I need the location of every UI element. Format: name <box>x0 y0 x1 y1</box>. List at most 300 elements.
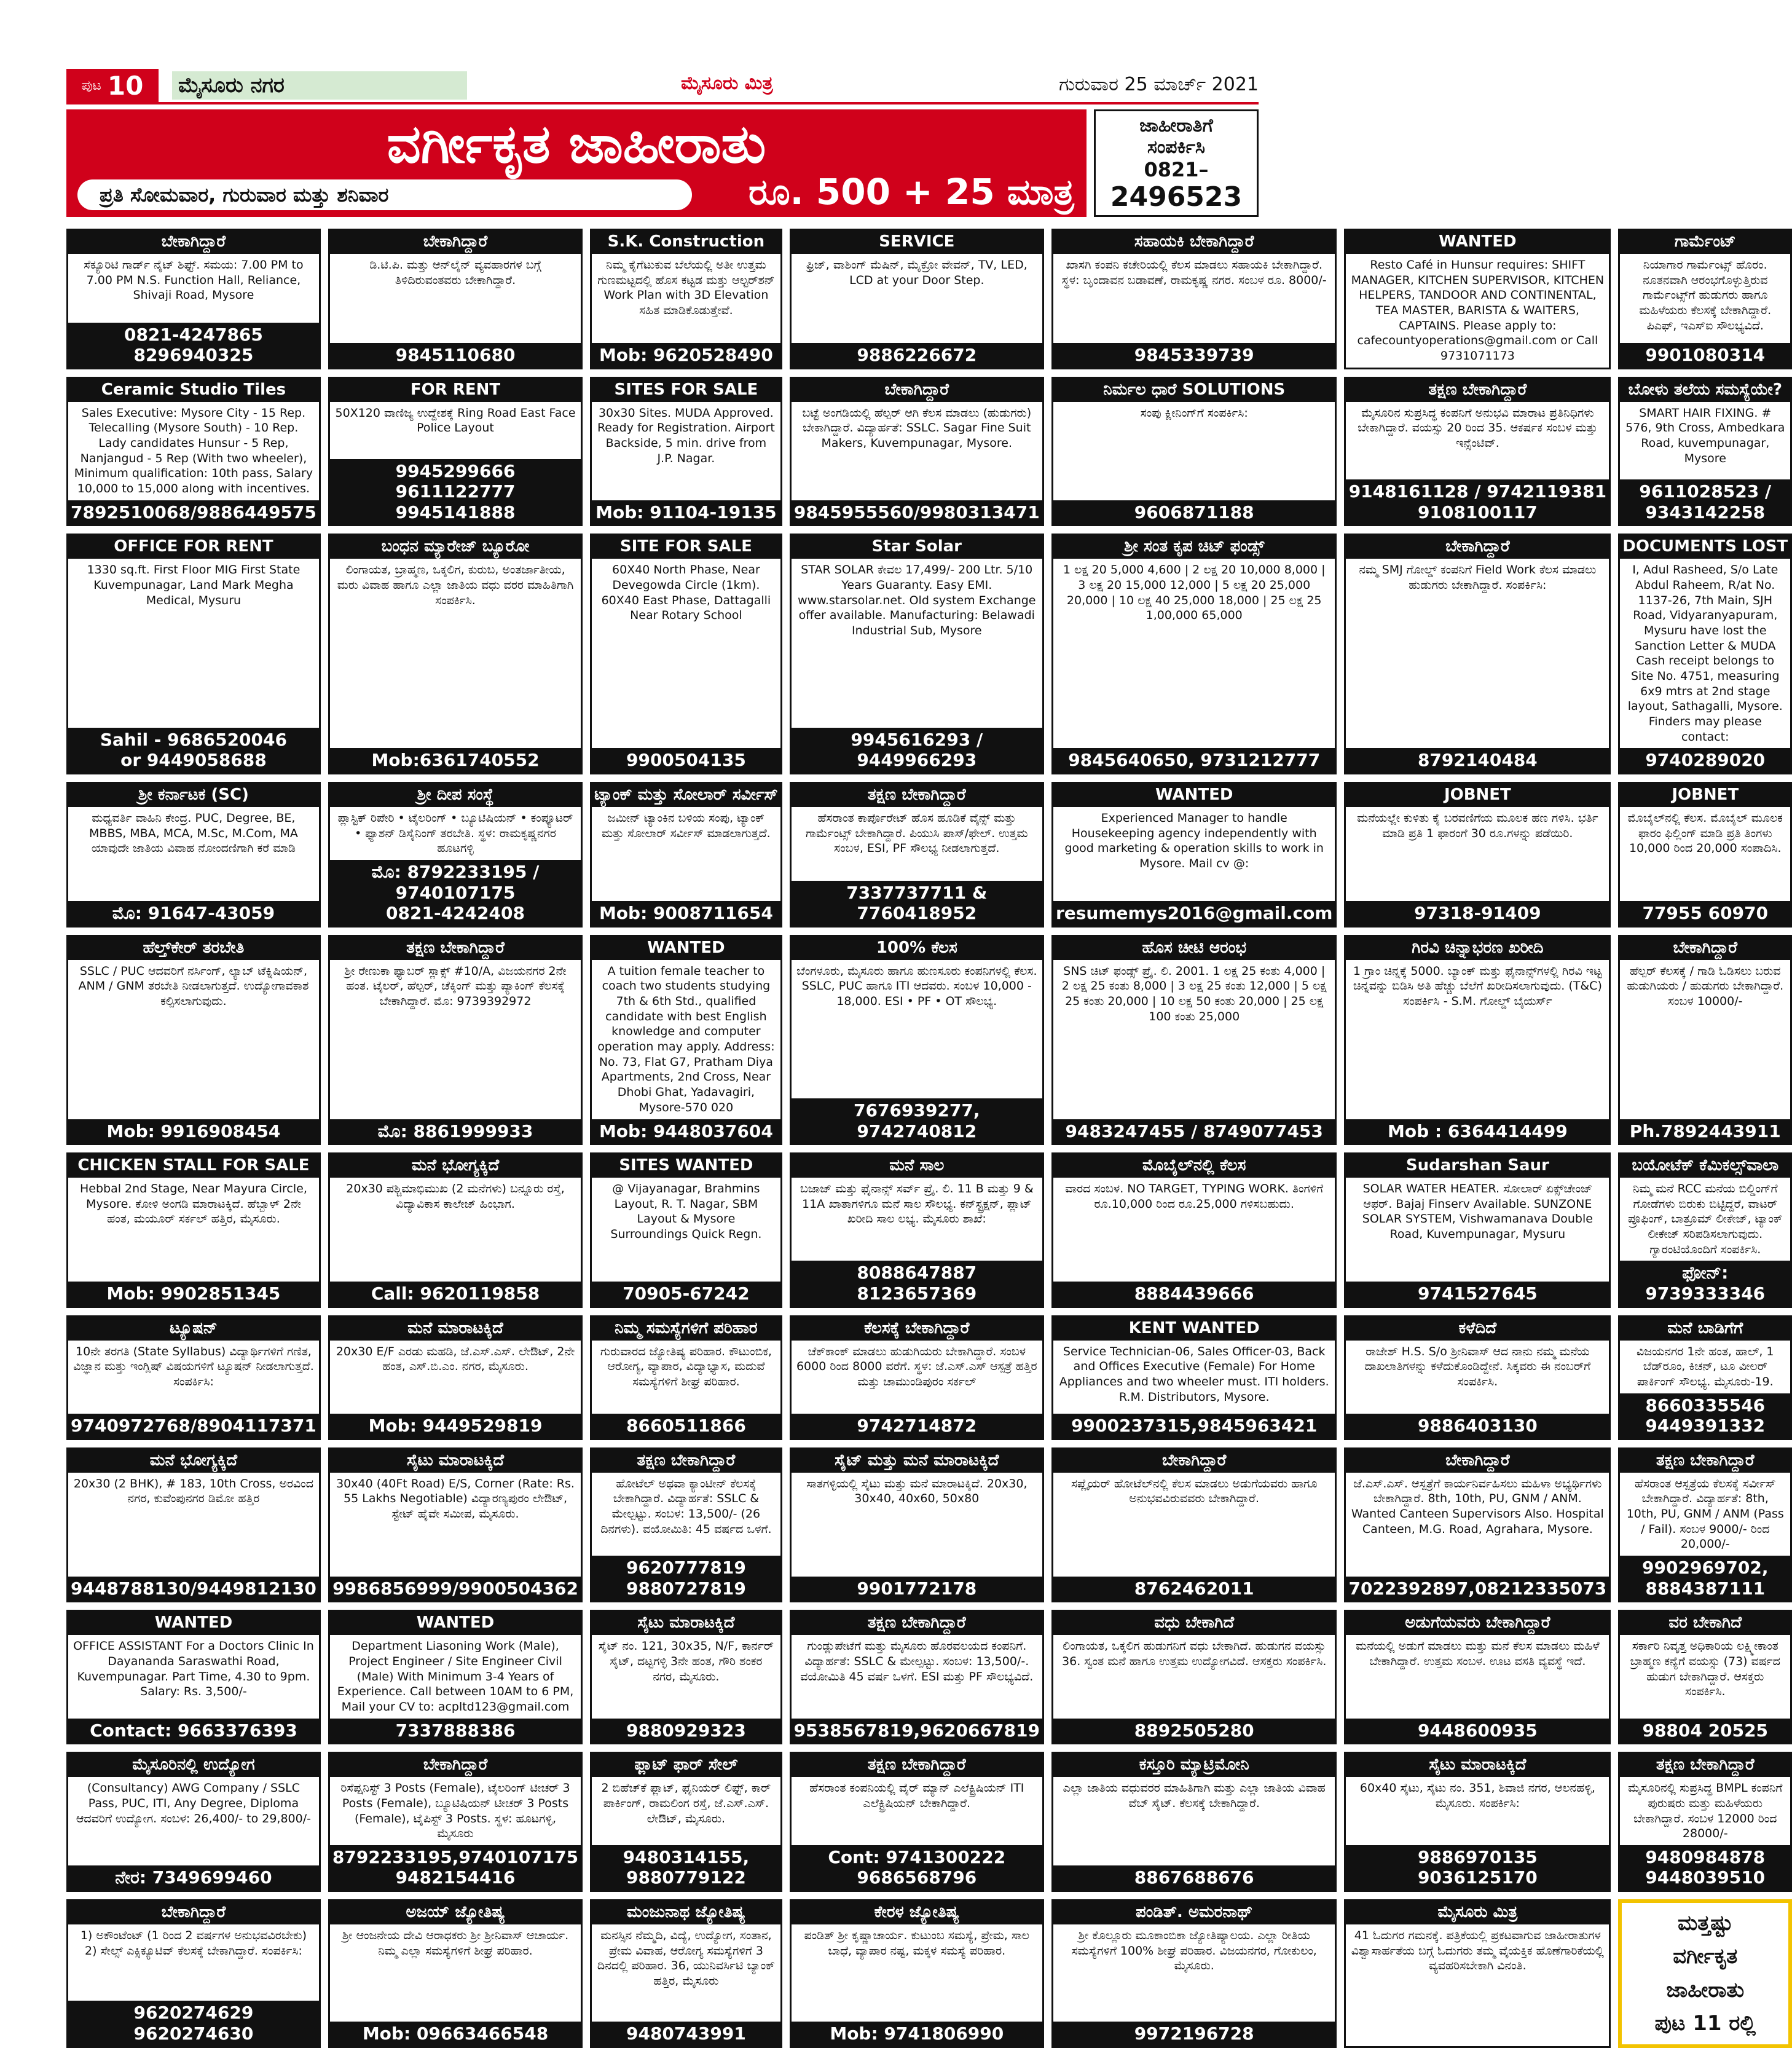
ad-phone: 9148161128 / 9742119381 9108100117 <box>1346 479 1609 524</box>
ad-heading: ಗಾರ್ಮೆಂಟ್ <box>1620 230 1790 254</box>
ad-heading: OFFICE FOR RENT <box>68 535 319 559</box>
ad-phone: 9845955560/9980313471 <box>792 500 1042 525</box>
ad-phone: ಮೊ: 8792233195 / 9740107175 0821-4242408 <box>330 860 581 926</box>
ad-heading: Sudarshan Saur <box>1346 1154 1609 1178</box>
classified-ad <box>66 534 321 774</box>
ad-phone: 7337888386 <box>330 1719 581 1743</box>
ad-heading: SITE FOR SALE <box>592 535 780 559</box>
ad-phone: ನೇರ: 7349699460 <box>68 1865 319 1890</box>
ad-phone: 77955 60970 <box>1620 901 1790 926</box>
ad-body: ಮನಸ್ಸಿನ ನೆಮ್ಮದಿ, ವಿದ್ಯೆ, ಉದ್ಯೋಗ, ಸಂತಾನ, ಪ್ರೇಮ ವಿವಾಹ, ಆರೋಗ್ಯ ಸಮಸ್ಯೆಗಳಿಗೆ 3 ದಿನದಲ್ಲಿ ಪರಿಹಾರ. 36, ಯುನಿವರ್ಸಿಟಿ ಬ್ಯಾಂಕ್ ಹತ್ತಿರ, ಮೈಸೂರು <box>597 1928 775 1988</box>
ad-phone: 9741527645 <box>1346 1282 1609 1306</box>
classified-ad <box>66 377 321 527</box>
ad-body: ಶ್ರೀ ಆಂಜನೇಯ ದೇವಿ ಆರಾಧಕರು ಶ್ರೀ ಶ್ರೀನಿವಾಸ್ ಆಚಾರ್ಯ. ನಿಮ್ಮ ಎಲ್ಲಾ ಸಮಸ್ಯೆಗಳಿಗೆ ಶೀಘ್ರ ಪರಿಹಾರ. <box>342 1928 569 1958</box>
ad-phone: Mob : 6364414499 <box>1346 1119 1609 1144</box>
ad-body: ಬೆಂಗಳೂರು, ಮೈಸೂರು ಹಾಗೂ ಹುಣಸೂರು ಕಂಪನಿಗಳಲ್ಲಿ ಕೆಲಸ. SSLC, PUC ಹಾಗೂ ITI ಆದವರು. ಸಂಬಳ 10,000 - 18,000. ESI • PF • OT ಸೌಲಭ್ಯ. <box>796 964 1037 1009</box>
ad-body: ಮತ್ತಷ್ಟು ವರ್ಗೀಕೃತ ಜಾಹೀರಾತು ಪುಟ 11 ರಲ್ಲಿ <box>1654 1911 1756 2036</box>
issue-date: ಗುರುವಾರ 25 ಮಾರ್ಚ್ 2021 <box>1059 74 1259 95</box>
ad-phone: 9606871188 <box>1053 500 1335 525</box>
ad-heading: ಬೇಕಾಗಿದ್ದಾರೆ <box>792 379 1042 402</box>
ad-body: @ Vijayanagar, Brahmins Layout, R. T. Nagar, SBM Layout & Mysore Surroundings Quick Regn. <box>610 1182 762 1242</box>
ad-body: 20x30 (2 BHK), # 183, 10th Cross, ಅರವಿಂದ ನಗರ, ಕುವೆಂಪುನಗರ ಡಿಮೋ ಹತ್ತಿರ <box>73 1476 314 1506</box>
ad-heading: ಬೇಕಾಗಿದ್ದಾರೆ <box>1346 535 1609 559</box>
classifieds-banner <box>66 109 1087 217</box>
ad-body: (Consultancy) AWG Company / SSLC Pass, PUC, ITI, Any Degree, Diploma ಆದವರಿಗೆ ಉದ್ಯೋಗ. ಸಂಬಳ: 26,400/- to 29,800/- <box>76 1781 311 1825</box>
ad-phone: 7676939277, 9742740812 <box>792 1098 1042 1143</box>
ad-body: ಹೆಸರಾಂತ ಕಾರ್ಪೊರೇಟ್ ಹೊಸ ಹೂಡಿಕೆ ವೈನ್ಸ್ ಮತ್ತು ಗಾರ್ಮೆಂಟ್ಸ್ ಬೇಕಾಗಿದ್ದಾರೆ. ಪಿಯುಸಿ ಪಾಸ್/ಫೇಲ್. ಉತ್ತಮ ಸಂಬಳ, ESI, PF ಸೌಲಭ್ಯ ನೀಡಲಾಗುತ್ತದೆ. <box>806 811 1028 856</box>
ad-heading: ಸೈಟ್ ಮತ್ತು ಮನೆ ಮಾರಾಟಕ್ಕಿದೆ <box>792 1449 1042 1473</box>
classified-ad <box>1344 229 1611 369</box>
classified-ad <box>790 935 1044 1145</box>
ad-body: ಜೆ.ಎಸ್.ಎಸ್. ಆಸ್ಪತ್ರೆಗೆ ಕಾರ್ಯನಿರ್ವಹಿಸಲು ಮಹಿಳಾ ಅಭ್ಯರ್ಥಿಗಳು ಬೇಕಾಗಿದ್ದಾರೆ. 8th, 10th, PU, GNM / ANM. Wanted Canteen Supervisors Also. Hospital Canteen, M.G. Road, Agrahara, Mysore. <box>1351 1476 1604 1536</box>
ad-heading: ಬೇಕಾಗಿದ್ದಾರೆ <box>68 230 319 254</box>
ad-heading: ಬೇಕಾಗಿದ್ದಾರೆ <box>330 1754 581 1777</box>
classified-ad <box>790 1899 1044 2048</box>
ad-body: ಬಟ್ಟೆ ಅಂಗಡಿಯಲ್ಲಿ ಹೆಲ್ಪರ್ ಆಗಿ ಕೆಲಸ ಮಾಡಲು (ಹುಡುಗರು) ಬೇಕಾಗಿದ್ದಾರೆ. ವಿದ್ಯಾರ್ಹತೆ: SSLC. Sagar Fine Suit Makers, Kuvempunagar, Mysore. <box>802 406 1032 450</box>
ad-body: 1 ಗ್ರಾಂ ಚಿನ್ನಕ್ಕೆ 5000. ಬ್ಯಾಂಕ್ ಮತ್ತು ಫೈನಾನ್ಸ್‌ಗಳಲ್ಲಿ ಗಿರವಿ ಇಟ್ಟ ಚಿನ್ನವನ್ನು ಬಿಡಿಸಿ ಅತಿ ಹೆಚ್ಚು ಬೆಲೆಗೆ ಖರೀದಿಸಲಾಗುವುದು. (T&C) ಸಂಪರ್ಕಿಸಿ - S.M. ಗೋಲ್ಡ್ ಬೈಯರ್ಸ್ <box>1353 964 1602 1009</box>
classified-ad <box>1618 782 1792 928</box>
ad-body: ಮೈಸೂರಿನಲ್ಲಿ ಸುಪ್ರಸಿದ್ಧ BMPL ಕಂಪನಿಗೆ ಪುರುಷರು ಮತ್ತು ಮಹಿಳೆಯರು ಬೇಕಾಗಿದ್ದಾರೆ. ಸಂಬಳ 12000 ರಿಂದ 28000/- <box>1628 1781 1783 1841</box>
classified-ad <box>66 935 321 1145</box>
ad-body: ರಿಸೆಪ್ಷನಿಸ್ಟ್ 3 Posts (Female), ಟೈಲರಿಂಗ್ ಟೀಚರ್ 3 Posts (Female), ಬ್ಯೂಟಿಷಿಯನ್ ಟೀಚರ್ 3 Posts (Female), ಟೈಪಿಸ್ಟ್ 3 Posts. ಸ್ಥಳ: ಹೂಟಗಳ್ಳಿ, ಮೈಸೂರು <box>340 1781 570 1841</box>
ad-heading: ಕೆಲಸಕ್ಕೆ ಬೇಕಾಗಿದ್ದಾರೆ <box>792 1317 1042 1341</box>
classified-ad <box>1344 1447 1611 1603</box>
classified-ad <box>1051 1315 1337 1440</box>
classified-ad <box>1618 1447 1792 1603</box>
classified-ad <box>590 1315 782 1440</box>
ad-body: OFFICE ASSISTANT For a Doctors Clinic In Dayananda Saraswathi Road, Kuvempunagar. Part Time, 4.30 to 9pm. Salary: Rs. 3,500/- <box>73 1639 314 1699</box>
ad-body: ಹೆಲ್ಪರ್ ಕೆಲಸಕ್ಕೆ / ಗಾಡಿ ಓಡಿಸಲು ಬರುವ ಹುಡುಗಿಯರು / ಹುಡುಗರು ಬೇಕಾಗಿದ್ದಾರೆ. ಸಂಬಳ 10000/- <box>1627 964 1784 1009</box>
publication-days: ಪ್ರತಿ ಸೋಮವಾರ, ಗುರುವಾರ ಮತ್ತು ಶನಿವಾರ <box>77 179 692 210</box>
ad-phone: 97318-91409 <box>1346 901 1609 926</box>
ad-body: I, Adul Rasheed, S/o Late Abdul Raheem, R/at No. 1137-26, 7th Main, SJH Road, Vidyaranyapuram, Mysuru have lost the Sanction Letter & MUDA Cash receipt belongs to Site No. 4751, measuring 6x9 mtrs at 2nd stage layout, Sathagalli, Mysore. Finders may please contact: <box>1627 563 1783 744</box>
ad-phone: 9538567819,9620667819 <box>792 1719 1042 1743</box>
contact-line-1: ಜಾಹೀರಾತಿಗೆ <box>1139 115 1213 136</box>
ad-heading: ಮೈಸೂರಿನಲ್ಲಿ ಉದ್ಯೋಗ <box>68 1754 319 1777</box>
ad-body: ಚೆಕ್‌ಕಾಂಕ್ ಮಾಡಲು ಹುಡುಗಿಯರು ಬೇಕಾಗಿದ್ದಾರೆ. ಸಂಬಳ 6000 ರಿಂದ 8000 ವರೆಗೆ. ಸ್ಥಳ: ಜೆ.ಎಸ್.ಎಸ್ ಆಸ್ಪತ್ರೆ ಹತ್ತಿರ ಮತ್ತು ಚಾಮುಂಡಿಪುರಂ ಸರ್ಕಲ್ <box>796 1344 1037 1388</box>
classified-ad <box>790 1315 1044 1440</box>
ad-phone: 0821-4247865 8296940325 <box>68 323 319 368</box>
ad-phone: 9886403130 <box>1346 1414 1609 1438</box>
ad-phone: 9886970135 9036125170 <box>1346 1845 1609 1890</box>
ad-body: ರಾಜೇಶ್ H.S. S/o ಶ್ರೀನಿವಾಸ್ ಆದ ನಾನು ನಮ್ಮ ಮನೆಯ ದಾಖಲಾತಿಗಳನ್ನು ಕಳೆದುಕೊಂಡಿದ್ದೇನೆ. ಸಿಕ್ಕವರು ಈ ನಂಬರ್‌ಗೆ ಸಂಪರ್ಕಿಸಿ. <box>1364 1344 1591 1388</box>
ad-heading: ನಿರ್ಮಲ ಧಾರೆ SOLUTIONS <box>1053 379 1335 402</box>
ad-phone: 9845339739 <box>1053 343 1335 368</box>
ad-phone: resumemys2016@gmail.com <box>1053 901 1335 926</box>
ad-heading: ಶ್ರೀ ಕರ್ನಾಟಕ (SC) <box>68 784 319 807</box>
ad-heading: JOBNET <box>1346 784 1609 807</box>
contact-line-3: 0821– <box>1144 158 1209 181</box>
ad-heading: WANTED <box>592 937 780 960</box>
ad-heading: 100% ಕೆಲಸ <box>792 937 1042 960</box>
ad-body: ಎಲ್ಲಾ ಜಾತಿಯ ವಧುವರರ ಮಾಹಿತಿಗಾಗಿ ಮತ್ತು ಎಲ್ಲಾ ಜಾತಿಯ ವಿವಾಹ ವೆಬ್ ಸೈಟ್. ಕೆಲಸಕ್ಕೆ ಬೇಕಾಗಿದ್ದಾರೆ. <box>1063 1781 1326 1810</box>
ad-phone: 9845640650, 9731212777 <box>1053 748 1335 773</box>
classified-ad <box>590 935 782 1145</box>
ad-phone: 9945299666 9611122777 9945141888 <box>330 459 581 525</box>
ad-body: ಮಧ್ಯವರ್ತಿ ವಾಹಿನಿ ಕೇಂದ್ರ. PUC, Degree, BE, MBBS, MBA, MCA, M.Sc, M.Com, MA ಯಾವುದೇ ಜಾತಿಯ ವಿವಾಹ ನೋಂದಣಿಗಾಗಿ ಕರೆ ಮಾಡಿ <box>89 811 298 856</box>
classified-ad <box>1618 1315 1792 1440</box>
contact-box <box>1094 109 1259 217</box>
ad-phone: 9900237315,9845963421 <box>1053 1414 1335 1438</box>
ad-phone: Mob: 9620528490 <box>592 343 780 368</box>
ad-phone: Mob: 9741806990 <box>792 2022 1042 2046</box>
classified-ad <box>1051 1152 1337 1308</box>
ad-body: 1) ಅಕೌಂಟೆಂಟ್ (1 ರಿಂದ 2 ವರ್ಷಗಳ ಅನುಭವವಿರಬೇಕು) 2) ಸೇಲ್ಸ್ ಎಕ್ಸಿಕ್ಯೂಟಿವ್ ಕೆಲಸಕ್ಕೆ ಬೇಕಾಗಿದ್ದಾರೆ. ಸಂಪರ್ಕಿಸಿ: <box>80 1928 307 1958</box>
ad-phone: Cont: 9741300222 9686568796 <box>792 1845 1042 1890</box>
ad-heading: SITES WANTED <box>592 1154 780 1178</box>
ad-body: STAR SOLAR ಕೇವಲ 17,499/- 200 Ltr. 5/10 Years Guaranty. Easy EMI. www.starsolar.net. Old system Exchange offer available. Manufacturing: Belawadi Industrial Sub, Mysore <box>798 563 1036 637</box>
ad-phone: Mob: 9448037604 <box>592 1119 780 1144</box>
classified-ad <box>1344 1152 1611 1308</box>
classified-ad <box>66 229 321 369</box>
ad-phone: 9901772178 <box>792 1577 1042 1601</box>
classified-ads-grid <box>66 229 1788 2044</box>
ad-body: ಬಜಾಜ್ ಮತ್ತು ಫೈನಾನ್ಸ್ ಸರ್ವ್ ಪ್ರೈ. ಲಿ. 11 B ಮತ್ತು 9 & 11A ಖಾತಾಗಳಿಗೂ ಮನೆ ಸಾಲ ಸೌಲಭ್ಯ. ಕನ್‌ಸ್ಟ್ರಕ್ಷನ್, ಪ್ಲಾಟ್ ಖರೀದಿ ಸಾಲ ಲಭ್ಯ. ಮೈಸೂರು ಶಾಖೆ: <box>800 1182 1034 1226</box>
page-header-bar <box>66 69 1259 104</box>
ad-heading: WANTED <box>330 1612 581 1635</box>
classified-ad <box>328 782 583 928</box>
ad-heading: Ceramic Studio Tiles <box>68 379 319 402</box>
ad-phone: Mob: 9902851345 <box>68 1282 319 1306</box>
classified-ad <box>1051 1752 1337 1892</box>
classified-ad <box>1618 1752 1792 1892</box>
ad-phone: Mob: 9008711654 <box>592 901 780 926</box>
classified-ad <box>1051 782 1337 928</box>
ad-heading: ಹೊಸ ಚೀಟಿ ಆರಂಭ <box>1053 937 1335 960</box>
ad-body: 10ನೇ ತರಗತಿ (State Syllabus) ವಿದ್ಯಾರ್ಥಿಗಳಿಗೆ ಗಣಿತ, ವಿಜ್ಞಾನ ಮತ್ತು ಇಂಗ್ಲಿಷ್ ವಿಷಯಗಳಿಗೆ ಟ್ಯೂಷನ್ ನೀಡಲಾಗುತ್ತದೆ. ಸಂಪರ್ಕಿಸಿ: <box>73 1344 314 1388</box>
ad-phone: 8762462011 <box>1053 1577 1335 1601</box>
ad-phone: Mob: 9449529819 <box>330 1414 581 1438</box>
ad-heading: ಮನೆ ಬಾಡಿಗೆಗೆ <box>1620 1317 1790 1341</box>
ad-phone: 8884439666 <box>1053 1282 1335 1306</box>
classified-ad <box>328 229 583 369</box>
classified-ad <box>790 1152 1044 1308</box>
ad-phone: 9448600935 <box>1346 1719 1609 1743</box>
ad-heading: ಕಸ್ತೂರಿ ಮ್ಯಾಟ್ರಿಮೋನಿ <box>1053 1754 1335 1777</box>
ad-heading: JOBNET <box>1620 784 1790 807</box>
ad-heading: ತಕ್ಷಣ ಬೇಕಾಗಿದ್ದಾರೆ <box>792 1754 1042 1777</box>
ad-phone: 9880929323 <box>592 1719 780 1743</box>
ad-heading: ತಕ್ಷಣ ಬೇಕಾಗಿದ್ದಾರೆ <box>592 1449 780 1473</box>
ad-body: ನಿಯಾಗಾರ ಗಾರ್ಮೆಂಟ್ಸ್ ಹೊರಂ. ನೂತನವಾಗಿ ಆರಂಭಗೊಳ್ಳುತ್ತಿರುವ ಗಾರ್ಮೆಂಟ್ಸ್‌ಗೆ ಹುಡುಗರು ಹಾಗೂ ಮಹಿಳೆಯರು ಕೆಲಸಕ್ಕೆ ಬೇಕಾಗಿದ್ದಾರೆ. ಪಿಎಫ್, ಇಎಸ್‌ಐ ಸೌಲಭ್ಯವಿದೆ. <box>1639 258 1772 333</box>
classified-ad <box>328 1152 583 1308</box>
classified-ad <box>66 782 321 928</box>
ad-body: ಶ್ರೀ ರೇಣುಕಾ ಫ್ಯಾಬರ್ ಸ್ಲಾಕ್ಸ್ #10/A, ವಿಜಯನಗರ 2ನೇ ಹಂತ. ಟೈಲರ್, ಹೆಲ್ಪರ್, ಚೆಕ್ಕಿಂಗ್ ಮತ್ತು ಪ್ಯಾಕಿಂಗ್ ಕೆಲಸಕ್ಕೆ ಬೇಕಾಗಿದ್ದಾರೆ. ಮೊ: 9739392972 <box>344 964 567 1009</box>
classified-ad <box>590 229 782 369</box>
newspaper-name: ಮೈಸೂರು ಮಿತ್ರ <box>681 73 773 94</box>
ad-heading: ಮನೆ ಮಾರಾಟಕ್ಕಿದೆ <box>330 1317 581 1341</box>
classified-ad <box>328 1447 583 1603</box>
ad-heading: ಕಳೆದಿದೆ <box>1346 1317 1609 1341</box>
ad-body: Resto Café in Hunsur requires: SHIFT MANAGER, KITCHEN SUPERVISOR, KITCHEN HELPERS, TANDOOR AND CONTINENTAL, TEA MASTER, BARISTA & WAITERS, CAPTAINS. Please apply to: cafecountyoperations@gmail.com or Call 9731071173 <box>1351 258 1605 363</box>
classified-ad <box>328 1610 583 1744</box>
classified-ad <box>1618 1610 1792 1744</box>
page-label: ಪುಟ <box>81 77 101 93</box>
ad-body: ಶ್ರೀ ಕೊಲ್ಲೂರು ಮೂಕಾಂಬಿಕಾ ಜ್ಯೋತಿಷ್ಯಾಲಯ. ಎಲ್ಲಾ ರೀತಿಯ ಸಮಸ್ಯೆಗಳಿಗೆ 100% ಶೀಘ್ರ ಪರಿಹಾರ. ವಿಜಯನಗರ, ಗೋಕುಲಂ, ಮೈಸೂರು. <box>1071 1928 1317 1973</box>
classified-ad <box>790 534 1044 774</box>
classified-ad <box>590 782 782 928</box>
ad-body: SSLC / PUC ಆದವರಿಗೆ ನರ್ಸಿಂಗ್, ಲ್ಯಾಬ್ ಟೆಕ್ನಿಷಿಯನ್, ANM / GNM ತರಬೇತಿ ನೀಡಲಾಗುತ್ತದೆ. ಉದ್ಯೋಗಾವಕಾಶ ಕಲ್ಪಿಸಲಾಗುವುದು. <box>78 964 309 1009</box>
ad-phone: 9742714872 <box>792 1414 1042 1438</box>
ad-heading: DOCUMENTS LOST <box>1620 535 1790 559</box>
ad-heading: WANTED <box>68 1612 319 1635</box>
classified-ad <box>1344 1752 1611 1892</box>
ad-heading: ನಿಮ್ಮ ಸಮಸ್ಯೆಗಳಿಗೆ ಪರಿಹಾರ <box>592 1317 780 1341</box>
classified-ad <box>1344 534 1611 774</box>
classified-ad <box>590 1752 782 1892</box>
ad-heading: ಸಹಾಯಕಿ ಬೇಕಾಗಿದ್ದಾರೆ <box>1053 230 1335 254</box>
ad-heading: ಹೆಲ್ತ್‌ಕೇರ್ ತರಬೇತಿ <box>68 937 319 960</box>
ad-heading: ತಕ್ಷಣ ಬೇಕಾಗಿದ್ದಾರೆ <box>792 1612 1042 1635</box>
ad-heading: S.K. Construction <box>592 230 780 254</box>
classified-ad <box>1344 1610 1611 1744</box>
ad-heading: ತಕ್ಷಣ ಬೇಕಾಗಿದ್ದಾರೆ <box>330 937 581 960</box>
ad-phone: 9945616293 / 9449966293 <box>792 728 1042 773</box>
ad-phone: 9620777819 9880727819 <box>592 1556 780 1601</box>
ad-heading: ಮೈಸೂರು ಮಿತ್ರ <box>1346 1901 1609 1924</box>
ad-heading: ಕೇರಳ ಜ್ಯೋತಿಷ್ಯ <box>792 1901 1042 1924</box>
ad-heading: SITES FOR SALE <box>592 379 780 402</box>
ad-phone: 9611028523 / 9343142258 <box>1620 479 1790 524</box>
classified-ad <box>1618 534 1792 774</box>
ad-heading: ತಕ್ಷಣ ಬೇಕಾಗಿದ್ದಾರೆ <box>1620 1449 1790 1473</box>
ad-heading: ಟ್ಯೂಷನ್ <box>68 1317 319 1341</box>
ad-heading: ಸೈಟು ಮಾರಾಟಕ್ಕಿದೆ <box>1346 1754 1609 1777</box>
ad-heading: WANTED <box>1346 230 1609 254</box>
ad-heading: ಬೇಕಾಗಿದ್ದಾರೆ <box>330 230 581 254</box>
ad-heading: ಮೊಬೈಲ್‌ನಲ್ಲಿ ಕೆಲಸ <box>1053 1154 1335 1178</box>
ad-phone: 9480743991 <box>592 2022 780 2046</box>
classified-ad <box>66 1315 321 1440</box>
classified-ad <box>1051 1447 1337 1603</box>
page-number: 10 <box>107 70 144 101</box>
ad-body: ಲಿಂಗಾಯತ, ಒಕ್ಕಲಿಗ ಹುಡುಗನಿಗೆ ವಧು ಬೇಕಾಗಿದೆ. ಹುಡುಗನ ವಯಸ್ಸು 36. ಸ್ವಂತ ಮನೆ ಹಾಗೂ ಉತ್ತಮ ಉದ್ಯೋಗವಿದೆ. ಆಸಕ್ತರು ಸಂಪರ್ಕಿಸಿ. <box>1062 1639 1327 1668</box>
ad-phone: 8660335546 9449391332 <box>1620 1393 1790 1438</box>
classified-ad <box>1618 1152 1792 1308</box>
page-number-tag <box>66 69 159 102</box>
ad-body: ಹೋಟೆಲ್ ಅಥವಾ ಕ್ಯಾಂಟೀನ್ ಕೆಲಸಕ್ಕೆ ಬೇಕಾಗಿದ್ದಾರೆ. ವಿದ್ಯಾರ್ಹತೆ: SSLC & ಮೇಲ್ಪಟ್ಟು. ಸಂಬಳ: 13,500/- (26 ದಿನಗಳು). ವಯೋಮಿತಿ: 45 ವರ್ಷದ ಒಳಗೆ. <box>600 1476 772 1536</box>
classified-ad <box>328 1752 583 1892</box>
classified-ad <box>790 1610 1044 1744</box>
ad-heading: ಶ್ರೀ ಸಂತ ಕೃಪ ಚಿಟ್ ಫಂಡ್ಸ್ <box>1053 535 1335 559</box>
ad-body: 20x30 ಪಶ್ಚಿಮಾಭಿಮುಖ (2 ಮನೆಗಳು) ಬನ್ನೂರು ರಸ್ತೆ, ವಿದ್ಯಾವಿಕಾಸ ಕಾಲೇಜ್ ಹಿಂಭಾಗ. <box>346 1182 565 1211</box>
ad-body: Hebbal 2nd Stage, Near Mayura Circle, Mysore. ಕೋಳಿ ಅಂಗಡಿ ಮಾರಾಟಕ್ಕಿದೆ. ಹೆಬ್ಬಾಳ್ 2ನೇ ಹಂತ, ಮಯೂರ್ ಸರ್ಕಲ್ ಹತ್ತಿರ, ಮೈಸೂರು. <box>79 1182 307 1226</box>
ad-heading: ಬೇಕಾಗಿದ್ದಾರೆ <box>1620 937 1790 960</box>
ad-body: 60x40 ಸೈಟು, ಸೈಟು ನಂ. 351, ಶಿವಾಜಿ ನಗರ, ಆಲನಹಳ್ಳಿ, ಮೈಸೂರು. ಸಂಪರ್ಕಿಸಿ: <box>1359 1781 1595 1810</box>
banner-title: ವರ್ಗೀಕೃತ ಜಾಹೀರಾತು <box>387 113 766 175</box>
ad-heading: ಬೋಳು ತಲೆಯ ಸಮಸ್ಯೆಯೇ? <box>1620 379 1790 402</box>
ad-body: Service Technician-06, Sales Officer-03, Back and Offices Executive (Female) For Home Appliances and two wheeler must. ITI holders. R.M. Distributors, Mysore. <box>1059 1344 1329 1404</box>
ad-phone: 70905-67242 <box>592 1282 780 1306</box>
contact-phone: 2496523 <box>1110 181 1243 213</box>
ad-phone: 9483247455 / 8749077453 <box>1053 1119 1335 1144</box>
ad-body: ಪ್ಲಾಸ್ಟಿಕ್ ರಿಪೇರಿ • ಟೈಲರಿಂಗ್ • ಬ್ಯೂಟಿಷಿಯನ್ • ಕಂಪ್ಯೂಟರ್ • ಫ್ಯಾಶನ್ ಡಿಸೈನಿಂಗ್ ತರಬೇತಿ. ಸ್ಥಳ: ರಾಮಕೃಷ್ಣನಗರ ಹೂಟಗಳ್ಳಿ <box>337 811 573 856</box>
ad-body: 1330 sq.ft. First Floor MIG First State Kuvempunagar, Land Mark Megha Medical, Mysuru <box>87 563 301 607</box>
classified-ad <box>790 229 1044 369</box>
ad-heading: ಟ್ಯಾಂಕ್ ಮತ್ತು ಸೋಲಾರ್ ಸರ್ವೀಸ್ <box>592 784 780 807</box>
ad-heading: ಬಯೋಟೆಕ್ ಕೆಮಿಕಲ್ಸ್‌ವಾಲಾ <box>1620 1154 1790 1178</box>
ad-body: Department Liasoning Work (Male), Project Engineer / Site Engineer Civil (Male) With Minimum 3-4 Years of Experience. Call between 10AM to 6 PM, Mail your CV to: acpltd123@gmail.com <box>337 1639 574 1714</box>
ad-phone: Contact: 9663376393 <box>68 1719 319 1743</box>
ad-phone: 7337737711 & 7760418952 <box>792 881 1042 926</box>
ad-body: ಗುರುವಾರದ ಜ್ಯೋತಿಷ್ಯ ಪರಿಹಾರ. ಕೌಟುಂಬಿಕ, ಆರೋಗ್ಯ, ವ್ಯಾಪಾರ, ವಿದ್ಯಾಭ್ಯಾಸ, ಮದುವೆ ಸಮಸ್ಯೆಗಳಿಗೆ ಶೀಘ್ರ ಪರಿಹಾರ. <box>600 1344 772 1388</box>
ad-body: ಮೈಸೂರಿನ ಸುಪ್ರಸಿದ್ಧ ಕಂಪನಿಗೆ ಅನುಭವಿ ಮಾರಾಟ ಪ್ರತಿನಿಧಿಗಳು ಬೇಕಾಗಿದ್ದಾರೆ. ವಯಸ್ಸು 20 ರಿಂದ 35. ಆಕರ್ಷಕ ಸಂಬಳ ಮತ್ತು ಇನ್ಸೆಂಟಿವ್. <box>1358 406 1598 450</box>
ad-body: 20x30 E/F ಎರಡು ಮಹಡಿ, ಜೆ.ಎಸ್.ಎಸ್. ಲೇಔಟ್, 2ನೇ ಹಂತ, ಎಸ್.ಬಿ.ಎಂ. ನಗರ, ಮೈಸೂರು. <box>336 1344 575 1374</box>
classified-ad <box>1051 377 1337 527</box>
ad-body: ಹೆಸರಾಂತ ಕಂಪನಿಯಲ್ಲಿ ವೈರ್ ಮ್ಯಾನ್ ಎಲೆಕ್ಟ್ರಿಷಿಯನ್ ITI ಎಲೆಕ್ಟ್ರಿಷಿಯನ್ ಬೇಕಾಗಿದ್ದಾರೆ. <box>809 1781 1024 1810</box>
ad-phone: 9740289020 <box>1620 748 1790 773</box>
classified-ad <box>1051 1899 1337 2048</box>
ad-phone: Mob: 91104-19135 <box>592 500 780 525</box>
ad-heading: ವರ ಬೇಕಾಗಿದೆ <box>1620 1612 1790 1635</box>
ad-body: Sales Executive: Mysore City - 15 Rep. Telecalling (Mysore South) - 10 Rep. Lady candidates Hunsur - 5 Rep, Nanjangud - 5 Rep (With two wheeler), Minimum qualification: 10th pass, Salary 10,000 to 15,000 along with incentives. <box>74 406 313 496</box>
ad-body: SMART HAIR FIXING. # 576, 9th Cross, Ambedkara Road, kuvempunagar, Mysore <box>1625 406 1785 465</box>
ad-body: 30x30 Sites. MUDA Approved. Ready for Registration. Airport Backside, 5 min. drive from J.P. Nagar. <box>597 406 775 465</box>
ad-body: Experienced Manager to handle Housekeeping agency independently with good marketing & operation skills to work in Mysore. Mail cv @: <box>1064 811 1324 870</box>
ad-phone: 9986856999/9900504362 <box>330 1577 581 1601</box>
classified-ad <box>66 1610 321 1744</box>
ad-heading: ಮನೆ ಭೋಗ್ಯಕ್ಕಿದೆ <box>330 1154 581 1178</box>
ad-phone: 8088647887 8123657369 <box>792 1261 1042 1306</box>
ad-heading: Star Solar <box>792 535 1042 559</box>
classified-ad <box>66 1152 321 1308</box>
classified-ad <box>1344 782 1611 928</box>
ad-phone: 9972196728 <box>1053 2022 1335 2046</box>
ad-body: ಪಂಡಿತ್ ಶ್ರೀ ಕೃಷ್ಣಾಚಾರ್ಯ. ಕುಟುಂಬ ಸಮಸ್ಯೆ, ಪ್ರೇಮ, ಸಾಲ ಬಾಧೆ, ವ್ಯಾಪಾರ ನಷ್ಟ, ಮಕ್ಕಳ ಸಮಸ್ಯೆ ಪರಿಹಾರ. <box>804 1928 1029 1958</box>
ad-body: SOLAR WATER HEATER. ಸೋಲಾರ್ ಏಕ್ಸ್‌ಚೇಂಜ್ ಆಫರ್. Bajaj Finserv Available. SUNZONE SOLAR SYSTEM, Vishwamanava Double Road, Kuvempunagar, Mysuru <box>1362 1182 1593 1242</box>
ad-phone: 9620274629 9620274630 <box>68 2001 319 2046</box>
classified-ad <box>1344 1315 1611 1440</box>
classified-ad <box>328 935 583 1145</box>
ad-heading: ಫ್ಲಾಟ್ ಫಾರ್ ಸೇಲ್ <box>592 1754 780 1777</box>
ad-phone: ಫೋನ್: 9739333346 <box>1620 1261 1790 1306</box>
ad-phone: 9480314155, 9880779122 <box>592 1845 780 1890</box>
classified-ad <box>1051 534 1337 774</box>
classified-ad <box>328 1315 583 1440</box>
ad-heading: ತಕ್ಷಣ ಬೇಕಾಗಿದ್ದಾರೆ <box>792 784 1042 807</box>
classified-ad <box>66 1447 321 1603</box>
ad-body: ಮನೆಯಲ್ಲೇ ಕುಳಿತು ಕೈ ಬರವಣಿಗೆಯ ಮೂಲಕ ಹಣ ಗಳಿಸಿ. ಭರ್ತಿ ಮಾಡಿ ಪ್ರತಿ 1 ಫಾರಂಗೆ 30 ರೂ.ಗಳನ್ನು ಪಡೆಯಿರಿ. <box>1357 811 1598 840</box>
ad-price: ರೂ. 500 + 25 ಮಾತ್ರ <box>749 171 1074 213</box>
ad-heading: ಮನೆ ಸಾಲ <box>792 1154 1042 1178</box>
ad-heading: ಬೇಕಾಗಿದ್ದಾರೆ <box>68 1901 319 1924</box>
ad-body: ಸಪ್ಲೈಯರ್ ಹೋಟೆಲ್‌ನಲ್ಲಿ ಕೆಲಸ ಮಾಡಲು ಅಡುಗೆಯವರು ಹಾಗೂ ಅನುಭವವಿರುವವರು ಬೇಕಾಗಿದ್ದಾರೆ. <box>1071 1476 1318 1506</box>
ad-phone: Ph.7892443911 <box>1620 1119 1790 1144</box>
ad-heading: ಬಂಧನ ಮ್ಯಾರೇಜ್ ಬ್ಯೂರೋ <box>330 535 581 559</box>
ad-heading: SERVICE <box>792 230 1042 254</box>
ad-phone: Mob: 9916908454 <box>68 1119 319 1144</box>
ad-phone: 8892505280 <box>1053 1719 1335 1743</box>
classified-ad <box>790 1447 1044 1603</box>
ad-phone: 9740972768/8904117371 <box>68 1414 319 1438</box>
classified-ad <box>328 534 583 774</box>
ad-body: ನಿಮ್ಮ ಕೈಗೆಟುಕುವ ಬೆಲೆಯಲ್ಲಿ ಅತೀ ಉತ್ತಮ ಗುಣಮಟ್ಟದಲ್ಲಿ ಹೊಸ ಕಟ್ಟಡ ಮತ್ತು ಆಲ್ಟರ್‌ಶನ್ Work Plan with 3D Elevation ಸಹಿತ ಮಾಡಿಕೊಡುತ್ತೇವೆ. <box>597 258 775 317</box>
ad-heading: ವಧು ಬೇಕಾಗಿದೆ <box>1053 1612 1335 1635</box>
ad-phone: ಮೊ: 91647-43059 <box>68 901 319 926</box>
ad-heading: ಬೇಕಾಗಿದ್ದಾರೆ <box>1053 1449 1335 1473</box>
ad-body: ಸಾತಗಳ್ಳಿಯಲ್ಲಿ ಸೈಟು ಮತ್ತು ಮನೆ ಮಾರಾಟಕ್ಕಿದೆ. 20x30, 30x40, 40x60, 50x80 <box>806 1476 1028 1506</box>
classified-ad <box>1051 935 1337 1145</box>
classified-ad <box>1618 1899 1792 2048</box>
ad-body: ನಮ್ಮ SMJ ಗೋಲ್ಡ್ ಕಂಪನಿಗೆ Field Work ಕೆಲಸ ಮಾಡಲು ಹುಡುಗರು ಬೇಕಾಗಿದ್ದಾರೆ. ಸಂಪರ್ಕಿಸಿ: <box>1359 563 1597 592</box>
ad-body: ವಿಜಯನಗರ 1ನೇ ಹಂತ, ಹಾಲ್, 1 ಬೆಡ್‌ರೂಂ, ಕಿಚನ್, ಟೂ ವೀಲರ್ ಪಾರ್ಕಿಂಗ್ ಸೌಲಭ್ಯ. ಮೈಸೂರು-19. <box>1637 1344 1774 1388</box>
ad-body: ಗುಂಡ್ಲುಪೇಟೆಗೆ ಮತ್ತು ಮೈಸೂರು ಹೊರವಲಯದ ಕಂಪನಿಗೆ. ವಿದ್ಯಾರ್ಹತೆ: SSLC & ಮೇಲ್ಪಟ್ಟು. ಸಂಬಳ: 13,500/-. ವಯೋಮಿತಿ 45 ವರ್ಷ ಒಳಗೆ. ESI ಮತ್ತು PF ಸೌಲಭ್ಯವಿದೆ. <box>800 1639 1034 1684</box>
ad-body: 50X120 ವಾಣಿಜ್ಯ ಉದ್ದೇಶಕ್ಕೆ Ring Road East Face Police Layout <box>335 406 576 435</box>
ad-body: ಸಂಪು ಕ್ಲೀನಿಂಗ್‌ಗೆ ಸಂಪರ್ಕಿಸಿ: <box>1140 406 1248 420</box>
classified-ad <box>1618 935 1792 1145</box>
ad-heading: WANTED <box>1053 784 1335 807</box>
classified-ad <box>66 1899 321 2048</box>
classified-ad <box>1618 377 1792 527</box>
ad-phone: 9902969702, 8884387111 <box>1620 1556 1790 1601</box>
ad-body: 60X40 North Phase, Near Devegowda Circle (1km). 60X40 East Phase, Dattagalli Near Rotary School <box>601 563 771 623</box>
ad-heading: ಮನೆ ಭೋಗ್ಯಕ್ಕಿದೆ <box>68 1449 319 1473</box>
classified-ad <box>590 1447 782 1603</box>
ad-heading: ಪಂಡಿತ್. ಅಮರನಾಥ್ <box>1053 1901 1335 1924</box>
ad-body: 30x40 (40Ft Road) E/S, Corner (Rate: Rs. 55 Lakhs Negotiable) ವಿದ್ಯಾರಣ್ಯಪುರಂ ಲೇಔಟ್, ಸ್ಟೇಟ್ ಹೈವೇ ಸಮೀಪ, ಮೈಸೂರು. <box>336 1476 575 1521</box>
classified-ad <box>790 377 1044 527</box>
classified-ad <box>790 1752 1044 1892</box>
ad-heading: ಗಿರವಿ ಚಿನ್ನಾಭರಣ ಖರೀದಿ <box>1346 937 1609 960</box>
ad-body: 41 ಓದುಗರ ಗಮನಕ್ಕೆ. ಪತ್ರಿಕೆಯಲ್ಲಿ ಪ್ರಕಟವಾಗುವ ಜಾಹೀರಾತುಗಳ ವಿಶ್ವಾಸಾರ್ಹತೆಯ ಬಗ್ಗೆ ಓದುಗರು ತಮ್ಮ ವೈಯಕ್ತಿಕ ಹೊಣೆಗಾರಿಕೆಯಲ್ಲಿ ವ್ಯವಹರಿಸಬೇಕಾಗಿ ವಿನಂತಿ. <box>1351 1928 1604 1973</box>
ad-heading: ಶ್ರೀ ದೀಪ ಸಂಸ್ಥೆ <box>330 784 581 807</box>
ad-heading: ಮಂಜುನಾಥ ಜ್ಯೋತಿಷ್ಯ <box>592 1901 780 1924</box>
classified-ad <box>590 534 782 774</box>
ad-phone: 8660511866 <box>592 1414 780 1438</box>
ad-phone: 8867688676 <box>1053 1865 1335 1890</box>
ad-body: ಲಿಂಗಾಯತ, ಬ್ರಾಹ್ಮಣ, ಒಕ್ಕಲಿಗ, ಕುರುಬ, ಅಂತರ್ಜಾತೀಯ, ಮರು ವಿವಾಹ ಹಾಗೂ ಎಲ್ಲಾ ಜಾತಿಯ ವಧು ವರರ ಮಾಹಿತಿಗಾಗಿ ಸಂಪರ್ಕಿಸಿ. <box>337 563 574 607</box>
classified-ad <box>328 1899 583 2048</box>
classified-ad <box>1618 229 1792 369</box>
classified-ad <box>1051 1610 1337 1744</box>
ad-heading: ಸೈಟು ಮಾರಾಟಕ್ಕಿದೆ <box>330 1449 581 1473</box>
classified-ad <box>328 377 583 527</box>
ad-heading: ಸೈಟು ಮಾರಾಟಕ್ಕಿದೆ <box>592 1612 780 1635</box>
ad-body: ಸೈಟ್ ನಂ. 121, 30x35, N/F, ಕಾರ್ನರ್ ಸೈಟ್, ದಟ್ಟಗಳ್ಳಿ 3ನೇ ಹಂತ, ಗೌರಿ ಶಂಕರ ನಗರ, ಮೈಸೂರು. <box>598 1639 774 1684</box>
ad-body: ಜಮೀನ್ ಟ್ಯಾಂಕಿನ ಬಳಿಯ ಸಂಪು, ಟ್ಯಾಂಕ್ ಮತ್ತು ಸೋಲಾರ್ ಸರ್ವೀಸ್ ಮಾಡಲಾಗುತ್ತದೆ. <box>602 811 771 840</box>
classified-ad <box>66 1752 321 1892</box>
ad-heading: ಬೇಕಾಗಿದ್ದಾರೆ <box>1346 1449 1609 1473</box>
ad-phone: 7022392897,08212335073 <box>1346 1577 1609 1601</box>
ad-phone: 9480984878 9448039510 <box>1620 1845 1790 1890</box>
ad-heading: ಅಜಯ್ ಜ್ಯೋತಿಷ್ಯ <box>330 1901 581 1924</box>
contact-line-2: ಸಂಪರ್ಕಿಸಿ <box>1147 136 1205 158</box>
ad-phone: 9845110680 <box>330 343 581 368</box>
ad-body: ವಾರದ ಸಂಬಳ. NO TARGET, TYPING WORK. ತಿಂಗಳಿಗೆ ರೂ.10,000 ರಿಂದ ರೂ.25,000 ಗಳಿಸಬಹುದು. <box>1065 1182 1324 1211</box>
ad-body: ನಿಮ್ಮ ಮನೆ RCC ಮನೆಯ ಬಿಲ್ಡಿಂಗ್‌ಗೆ ಗೋಡೆಗಳು ಬಿರುಕು ಬಿಟ್ಟಿದ್ದರೆ, ವಾಟರ್ ಪ್ರೂಫಿಂಗ್, ಬಾತ್ರೂಮ್ ಲೀಕೇಜ್, ಟ್ಯಾಂಕ್ ಲೀಕೇಜ್ ಸರಿಪಡಿಸಲಾಗುವುದು. ಗ್ಯಾರಂಟಿಯೊಂದಿಗೆ ಸಂಪರ್ಕಿಸಿ. <box>1627 1182 1783 1256</box>
ad-body: ಹೆಸರಾಂತ ಆಸ್ಪತ್ರೆಯ ಕೆಲಸಕ್ಕೆ ಸರ್ವೀಸ್ ಬೇಕಾಗಿದ್ದಾರೆ. ವಿದ್ಯಾರ್ಹತೆ: 8th, 10th, PU, GNM / ANM (Pass / Fail). ಸಂಬಳ 9000/- ರಿಂದ 20,000/- <box>1626 1476 1784 1551</box>
classified-ad <box>590 1899 782 2048</box>
classified-ad <box>1344 1899 1611 2048</box>
ad-heading: ತಕ್ಷಣ ಬೇಕಾಗಿದ್ದಾರೆ <box>1620 1754 1790 1777</box>
ad-phone: 9448788130/9449812130 <box>68 1577 319 1601</box>
section-name: ಮೈಸೂರು ನಗರ <box>172 71 467 100</box>
ad-phone: 9886226672 <box>792 343 1042 368</box>
ad-body: ಮನೆಯಲ್ಲಿ ಅಡುಗೆ ಮಾಡಲು ಮತ್ತು ಮನೆ ಕೆಲಸ ಮಾಡಲು ಮಹಿಳೆ ಬೇಕಾಗಿದ್ದಾರೆ. ಉತ್ತಮ ಸಂಬಳ. ಊಟ ವಸತಿ ವ್ಯವಸ್ಥೆ ಇದೆ. <box>1356 1639 1600 1668</box>
ad-heading: ಅಡುಗೆಯವರು ಬೇಕಾಗಿದ್ದಾರೆ <box>1346 1612 1609 1635</box>
classified-ad <box>790 782 1044 928</box>
ad-phone: 98804 20525 <box>1620 1719 1790 1743</box>
classified-ad <box>1344 935 1611 1145</box>
ad-phone: 8792140484 <box>1346 748 1609 773</box>
ad-heading: FOR RENT <box>330 379 581 402</box>
classified-ad <box>590 377 782 527</box>
ad-body: ಫ್ರಿಜ್, ವಾಶಿಂಗ್ ಮೆಷಿನ್, ಮೈಕ್ರೋ ವೇವನ್, TV, LED, LCD at your Door Step. <box>806 258 1028 287</box>
ad-body: ಡಿ.ಟಿ.ಪಿ. ಮತ್ತು ಆನ್‌ಲೈನ್ ವ್ಯವಹಾರಗಳ ಬಗ್ಗೆ ತಿಳಿದಿರುವಂತವರು ಬೇಕಾಗಿದ್ದಾರೆ. <box>369 258 541 287</box>
classified-ad <box>590 1152 782 1308</box>
ad-phone: Sahil - 9686520046 or 9449058688 <box>68 728 319 773</box>
ad-body: 2 ಬಿಹೆಚ್‌ಕೆ ಫ್ಲಾಟ್, ಫೈನಿಯರ್ ಲಿಫ್ಟ್, ಕಾರ್ ಪಾರ್ಕಿಂಗ್, ರಾಮಲಿಂಗ ರಸ್ತೆ, ಜೆ.ಎಸ್.ಎಸ್. ಲೇಔಟ್, ಮೈಸೂರು. <box>601 1781 771 1825</box>
